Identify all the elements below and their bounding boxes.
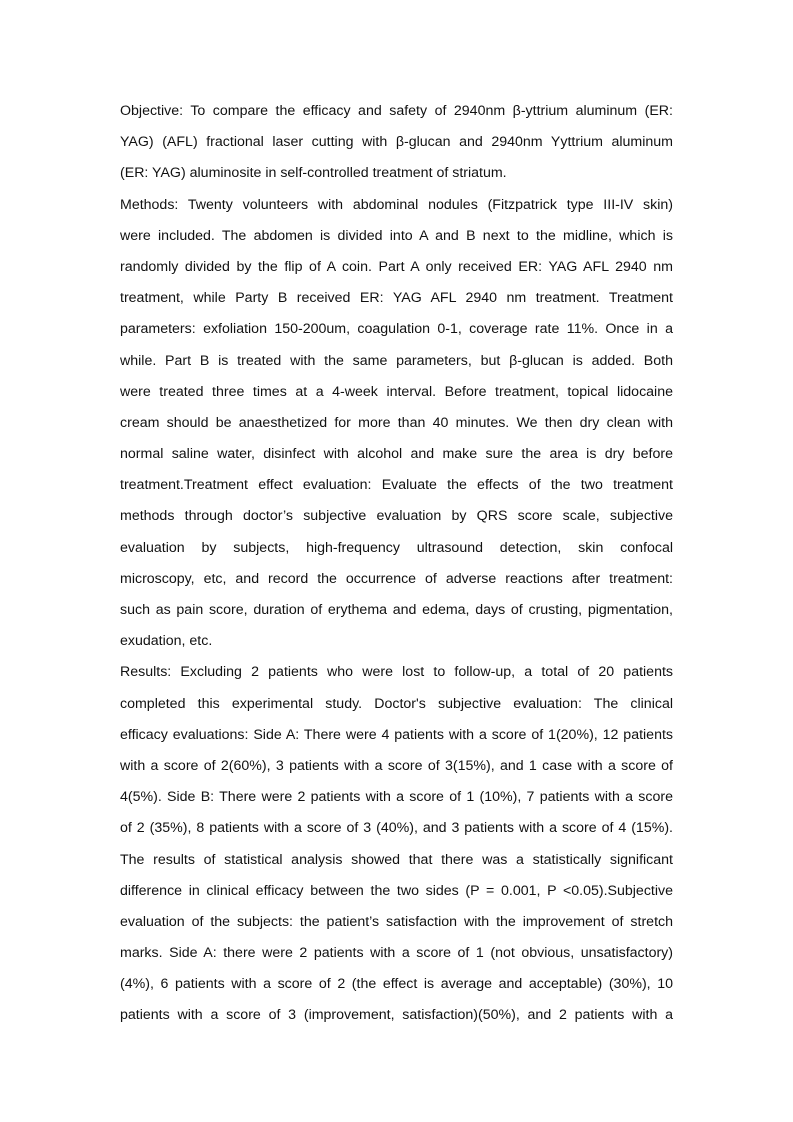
text-line: normal saline water, disinfect with alcohol and make sure the area is dry before (120, 446, 673, 463)
text-line: Methods: Twenty volunteers with abdominal nodules (Fitzpatrick type III-IV skin) (120, 196, 673, 213)
text-line: (4%), 6 patients with a score of 2 (the effect is average and acceptable) (30%), 10 (120, 976, 673, 993)
text-line: such as pain score, duration of erythema and edema, days of crusting, pigmentation, (120, 602, 673, 618)
text-line: The results of statistical analysis showed that there was a statistically significant (120, 851, 673, 868)
text-line: evaluation of the subjects: the patient’s satisfaction with the improvement of stretch (120, 913, 673, 930)
text-line: were treated three times at a 4-week interval. Before treatment, topical lidocaine (120, 383, 673, 400)
text-line: Objective: To compare the efficacy and safety of 2940nm β-yttrium aluminum (ER: (120, 103, 673, 119)
text-line: YAG) (AFL) fractional laser cutting with β-glucan and 2940nm Yyttrium aluminum (120, 134, 673, 151)
text-line: were included. The abdomen is divided into A and B next to the midline, which is (120, 227, 673, 244)
text-line: Results: Excluding 2 patients who were lost to follow-up, a total of 20 patients (120, 664, 673, 681)
text-line: efficacy evaluations: Side A: There were 4 patients with a score of 1(20%), 12 patients (120, 726, 673, 743)
text-line: treatment, while Party B received ER: YAG AFL 2940 nm treatment. Treatment (120, 290, 673, 307)
text-line: marks. Side A: there were 2 patients with a score of 1 (not obvious, unsatisfactory) (120, 945, 673, 962)
text-line: exudation, etc. (120, 633, 213, 650)
text-line: randomly divided by the flip of A coin. Part A only received ER: YAG AFL 2940 nm (120, 258, 673, 275)
text-line: patients with a score of 3 (improvement, satisfaction)(50%), and 2 patients with a (120, 1007, 673, 1024)
text-line: completed this experimental study. Doctor's subjective evaluation: The clinical (120, 695, 673, 712)
abstract-text (120, 96, 673, 1032)
text-line: (ER: YAG) aluminosite in self-controlled treatment of striatum. (120, 165, 507, 182)
text-line: while. Part B is treated with the same parameters, but β-glucan is added. Both (120, 352, 673, 369)
results-paragraph (120, 657, 673, 1031)
text-line: cream should be anaesthetized for more than 40 minutes. We then dry clean with (120, 414, 673, 431)
text-line: evaluation by subjects, high-frequency ultrasound detection, skin confocal (120, 539, 673, 556)
methods-paragraph (120, 190, 673, 658)
text-line: microscopy, etc, and record the occurrence of adverse reactions after treatment: (120, 570, 673, 587)
text-line: methods through doctor’s subjective evaluation by QRS score scale, subjective (120, 508, 673, 525)
text-line: 4(5%). Side B: There were 2 patients with a score of 1 (10%), 7 patients with a score (120, 789, 673, 806)
text-line: difference in clinical efficacy between the two sides (P = 0.001, P <0.05).Subjective (120, 882, 673, 899)
objective-paragraph (120, 96, 673, 190)
text-line: parameters: exfoliation 150-200um, coagulation 0-1, coverage rate 11%. Once in a (120, 321, 673, 338)
text-line: with a score of 2(60%), 3 patients with a score of 3(15%), and 1 case with a score of (120, 757, 673, 774)
text-line: of 2 (35%), 8 patients with a score of 3 (40%), and 3 patients with a score of 4 (15%). (120, 820, 673, 837)
text-line: treatment.Treatment effect evaluation: Evaluate the effects of the two treatment (120, 477, 673, 494)
